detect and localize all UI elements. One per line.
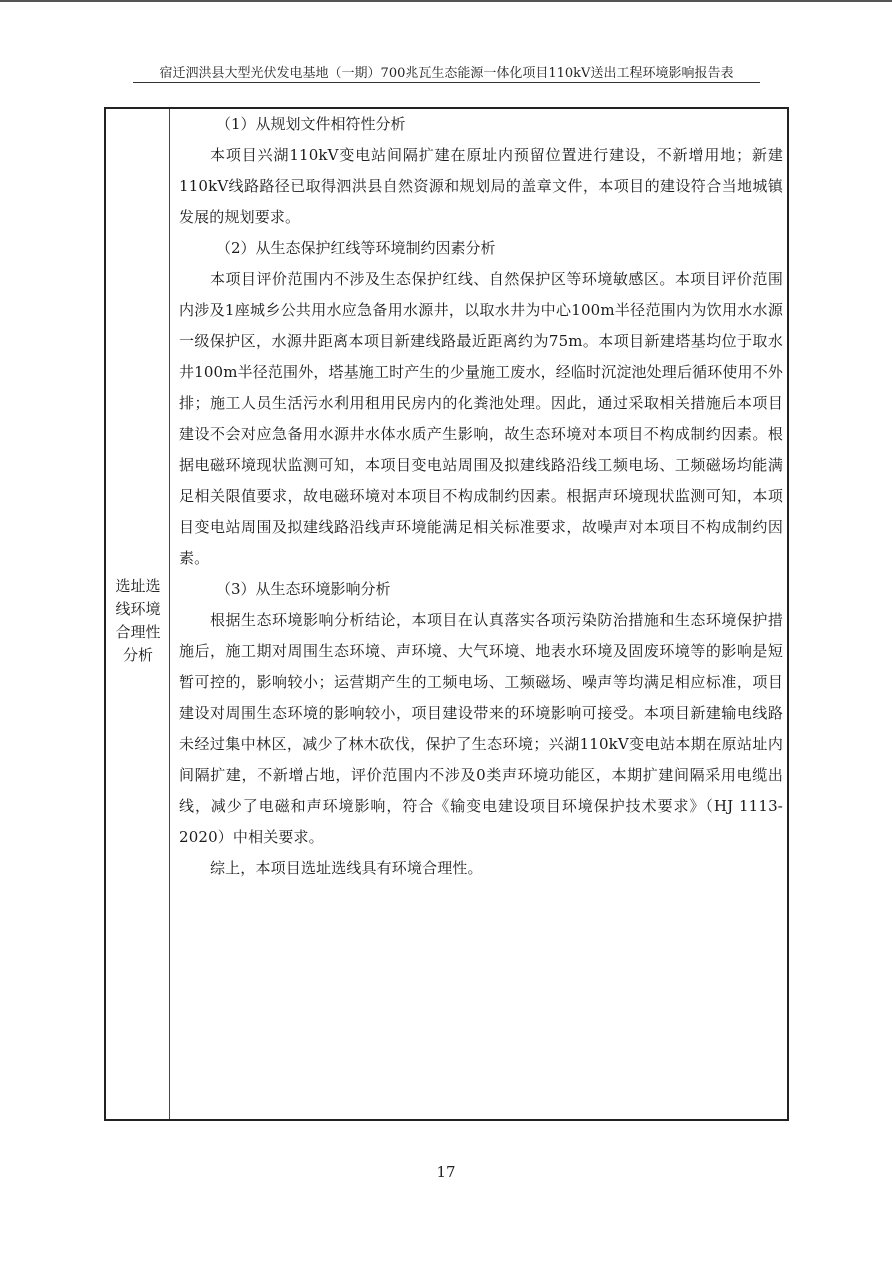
assessment-table bbox=[104, 107, 789, 1121]
subheading-ecology: （3）从生态环境影响分析 bbox=[216, 580, 391, 598]
header-underline bbox=[133, 82, 760, 83]
top-border-line bbox=[0, 0, 892, 2]
content-cell bbox=[179, 109, 783, 884]
paragraph-ecology: 根据生态环境影响分析结论，本项目在认真落实各项污染防治措施和生态环境保护措施后，施工期对周围生态环境、声环境、大气环境、地表水环境及固废环境等的影响是短暂可控的，影响较小；运营期产生的工频电场、工频磁场、噪声等均满足相应标准，项目建设对周围生态环境的影响较小，项目建设带来的环境影响可接受。本项目新建输电线路未经过集中林区，减少了林木砍伐，保护了生态环境；兴湖110kV变电站本期在原站址内间隔扩建，不新增占地，评价范围内不涉及0类声环境功能区，本期扩建间隔采用电缆出线，减少了电磁和声环境影响，符合《输变电建设项目环境保护技术要求》（HJ 1113-2020）中相关要求。 bbox=[179, 611, 783, 846]
page-number: 17 bbox=[436, 1163, 456, 1181]
row-label-cell bbox=[106, 109, 170, 1119]
paragraph-planning: 本项目兴湖110kV变电站间隔扩建在原址内预留位置进行建设，不新增用地；新建110kV线路路径已取得泗洪县自然资源和规划局的盖章文件，本项目的建设符合当地城镇发展的规划要求。 bbox=[179, 146, 783, 226]
subheading-planning: （1）从规划文件相符性分析 bbox=[216, 115, 406, 133]
running-header: 宿迁泗洪县大型光伏发电基地（一期）700兆瓦生态能源一体化项目110kV送出工程环境影响报告表 bbox=[159, 66, 734, 81]
paragraph-constraints: 本项目评价范围内不涉及生态保护红线、自然保护区等环境敏感区。本项目评价范围内涉及1座城乡公共用水应急备用水源井，以取水井为中心100m半径范围内为饮用水水源一级保护区，水源井距离本项目新建线路最近距离约为75m。本项目新建塔基均位于取水井100m半径范围外，塔基施工时产生的少量施工废水，经临时沉淀池处理后循环使用不外排；施工人员生活污水利用租用民房内的化粪池处理。因此，通过采取相关措施后本项目建设不会对应急备用水源井水体水质产生影响，故生态环境对本项目不构成制约因素。根据电磁环境现状监测可知，本项目变电站周围及拟建线路沿线工频电场、工频磁场均能满足相关限值要求，故电磁环境对本项目不构成制约因素。根据声环境现状监测可知，本项目变电站周围及拟建线路沿线声环境能满足相关标准要求，故噪声对本项目不构成制约因素。 bbox=[179, 270, 784, 567]
paragraph-conclusion: 综上，本项目选址选线具有环境合理性。 bbox=[210, 859, 483, 877]
subheading-constraints: （2）从生态保护红线等环境制约因素分析 bbox=[216, 239, 496, 257]
row-label: 选址选线环境合理性分析 bbox=[115, 577, 161, 664]
